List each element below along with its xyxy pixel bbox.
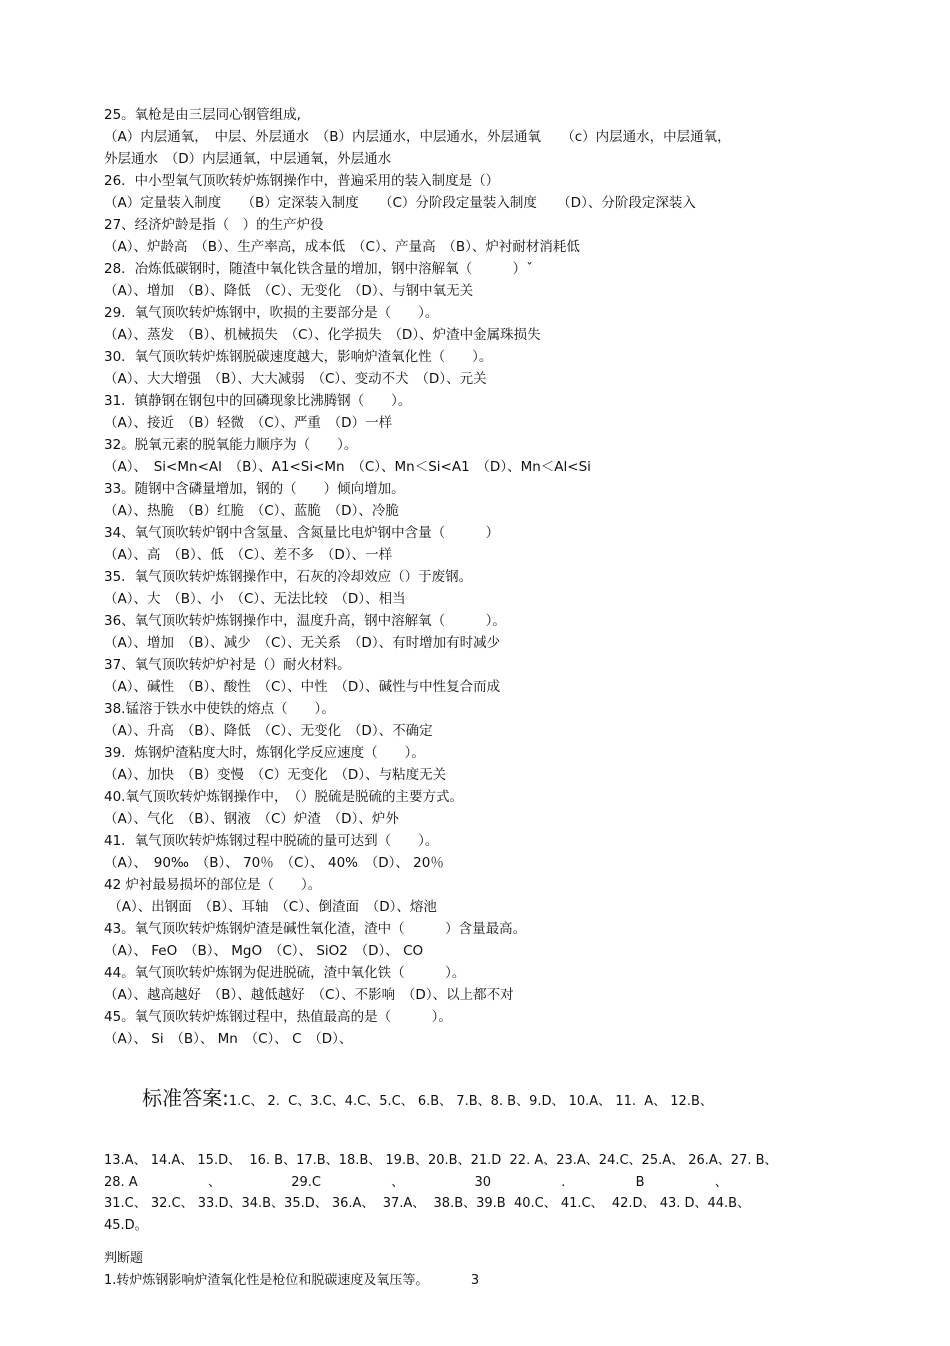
judge-heading: 判断题 <box>104 1251 144 1266</box>
page-number: 3 <box>470 1273 480 1288</box>
question-stem: 35．氧气顶吹转炉炼钢操作中，石灰的冷却效应（）于废钢。 <box>104 569 473 585</box>
answer-line: 31.C、 32.C、 33.D、34.B、35.D、 36.A、 37.A、 38.B、39.B 40.C、 41.C、 42.D、 43. D、44.B、 <box>104 1196 751 1211</box>
question-item <box>104 566 849 610</box>
answer-line: 13.A、 14.A、 15.D、 16. B、17.B、18.B、 19.B、20.B、21.D 22. A、23.A、24.C、25.A、 26.A、27. B、 <box>104 1153 778 1168</box>
question-item <box>104 258 849 302</box>
question-item <box>104 170 849 214</box>
question-stem: 45。氧气顶吹转炉炼钢过程中，热值最高的是（ ）。 <box>104 1009 452 1025</box>
question-options: （A）、气化 （B）、钢液 （C）炉渣 （D）、炉外 <box>104 811 399 827</box>
question-item <box>104 346 849 390</box>
question-stem: 34、氧气顶吹转炉钢中含氢量、含氮量比电炉钢中含量（ ） <box>104 525 500 541</box>
question-item <box>104 654 849 698</box>
judge-item: 1.转炉炼钢影响炉渣氧化性是枪位和脱碳速度及氧压等。 <box>104 1273 429 1288</box>
question-item <box>104 874 849 918</box>
question-options: （A）、增加 （B）、减少 （C）、无关系 （D）、有时增加有时减少 <box>104 635 501 651</box>
question-options: （A）、加快 （B）变慢 （C）无变化 （D）、与粘度无关 <box>104 767 447 783</box>
question-item <box>104 610 849 654</box>
question-options: （A）、接近 （B）轻微 （C）、严重 （D）一样 <box>104 415 393 431</box>
question-item <box>104 214 849 258</box>
question-options: （A）、热脆 （B）红脆 （C）、蓝脆 （D）、冷脆 <box>104 503 399 519</box>
question-stem: 26．中小型氧气顶吹转炉炼钢操作中，普遍采用的装入制度是（） <box>104 173 500 189</box>
question-options: （A）、 Si<Mn<Al （B）、A1<Si<Mn （C）、Mn＜Si<A1 （D）、Mn＜Al<Si <box>104 459 591 475</box>
question-options: （A）、高 （B）、低 （C）、差不多 （D）、一样 <box>104 547 393 563</box>
question-options: （A）、炉龄高 （B）、生产率高，成本低 （C）、产量高 （B）、炉衬耐材消耗低 <box>104 239 580 255</box>
document-page <box>104 104 849 1292</box>
question-stem: 40.氧气顶吹转炉炼钢操作中， （）脱硫是脱硫的主要方式。 <box>104 789 463 805</box>
question-options: （A）、大大增强 （B）、大大减弱 （C）、变动不犬 （D）、元关 <box>104 371 487 387</box>
question-item <box>104 434 849 478</box>
question-item <box>104 698 849 742</box>
answer-title: 标准答案: <box>142 1086 229 1110</box>
question-options: （A）、升高 （B）、降低 （C）、无变化 （D）、不确定 <box>104 723 433 739</box>
question-stem: 37、氧气顶吹转炉炉衬是（）耐火材料。 <box>104 657 351 673</box>
question-stem: 29．氧气顶吹转炉炼钢中，吹损的主要部分是（ ）。 <box>104 305 439 321</box>
question-options: （A）、增加 （B）、降低 （C）、无变化 （D）、与钢中氧无关 <box>104 283 474 299</box>
question-stem: 27、经济炉龄是指（ ）的生产炉役 <box>104 217 324 233</box>
question-options: （A）、碱性 （B）、酸性 （C）、中性 （D）、碱性与中性复合而成 <box>104 679 501 695</box>
question-stem: 28．冶炼低碳钢时，随渣中氧化铁含量的增加，钢中溶解氧（ ）ˇ <box>104 261 533 277</box>
question-options: （A）、 Si （B）、 Mn （C）、 C （D）、 <box>104 1031 353 1047</box>
question-stem: 30．氧气顶吹转炉炼钢脱碳速度越大，影响炉渣氧化性（ ）。 <box>104 349 493 365</box>
question-item <box>104 302 849 346</box>
question-options: （A）、蒸发 （B）、机械损失 （C）、化学损失 （D）、炉渣中金属珠损失 <box>104 327 541 343</box>
question-options: 外层通水 （D）内层通氧，中层通氧，外层通水 <box>104 151 392 167</box>
question-stem: 41．氧气顶吹转炉炼钢过程中脱硫的量可达到（ ）。 <box>104 833 439 849</box>
question-item <box>104 104 849 170</box>
question-options: （A）定量装入制度 （B）定深装入制度 （C）分阶段定量装入制度 （D）、分阶段定深装入 <box>104 195 696 211</box>
question-options: （A）、出钢面 （B）、耳轴 （C）、倒渣面 （D）、熔池 <box>104 899 437 915</box>
question-item <box>104 742 849 786</box>
question-item <box>104 830 849 874</box>
answer-first-line: 1.C、 2. C、3.C、4.C、5.C、 6.B、 7.B、8. B、9.D、 10.A、 11. A、 12.B、 <box>228 1094 713 1109</box>
question-stem: 32。脱氧元素的脱氧能力顺序为（ ）。 <box>104 437 358 453</box>
answer-section <box>104 1050 849 1236</box>
question-options: （A）、越高越好 （B）、越低越好 （C）、不影响 （D）、以上都不对 <box>104 987 514 1003</box>
question-stem: 36、氧气顶吹转炉炼钢操作中，温度升高，钢中溶解氧（ ）。 <box>104 613 506 629</box>
question-item <box>104 918 849 962</box>
question-item <box>104 1006 849 1050</box>
question-stem: 44。氧气顶吹转炉炼钢为促进脱硫，渣中氧化铁（ ）。 <box>104 965 466 981</box>
question-stem: 25。氧枪是由三层同心钢管组成, <box>104 107 301 123</box>
question-list <box>104 104 849 1050</box>
question-stem: 31．镇静钢在钢包中的回磷现象比沸腾钢（ ）。 <box>104 393 412 409</box>
question-item <box>104 390 849 434</box>
question-stem: 39．炼钢炉渣粘度大时，炼钢化学反应速度（ ）。 <box>104 745 425 761</box>
question-item <box>104 786 849 830</box>
question-item <box>104 962 849 1006</box>
question-item <box>104 522 849 566</box>
question-item <box>104 478 849 522</box>
question-stem: 33。随钢中含磷量增加，钢的（ ）倾向增加。 <box>104 481 405 497</box>
question-stem: 42 炉衬最易损坏的部位是（ ）。 <box>104 877 322 893</box>
answer-line: 28. A 、 29.C 、 30 . B 、 <box>104 1174 728 1190</box>
answer-line: 45.D。 <box>104 1217 148 1233</box>
question-options: （A）内层通氧， 中层、外层通水 （B）内层通水，中层通水，外层通氧 （c）内层通水，中层通氧， <box>104 129 731 145</box>
question-options: （A）、大 （B）、小 （C）、无法比较 （D）、相当 <box>104 591 406 607</box>
question-stem: 43。氧气顶吹转炉炼钢炉渣是碱性氧化渣，渣中（ ）含量最高。 <box>104 921 527 937</box>
question-stem: 38.锰溶于铁水中使铁的熔点（ ）。 <box>104 701 335 717</box>
question-options: （A）、 FeO （B）、 MgO （C）、 SiO2 （D）、 CO <box>104 943 424 959</box>
question-options: （A）、 90‰ （B）、 70％ （C）、 40% （D）、 20％ <box>104 855 444 871</box>
